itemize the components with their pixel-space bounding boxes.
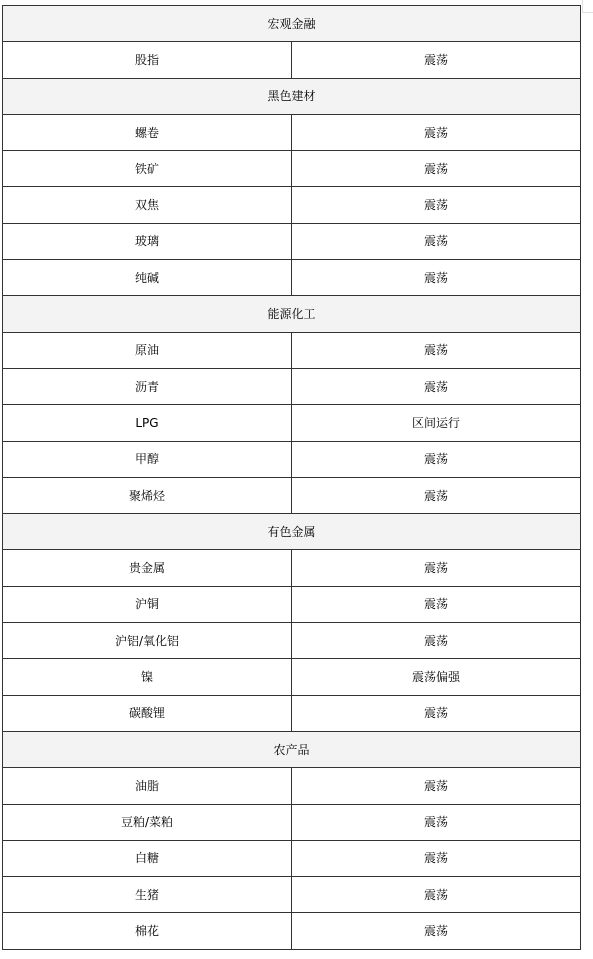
table-row [3,223,581,259]
table-body [3,6,581,950]
commodity-name-cell: 生猪 [3,877,292,913]
section-title: 黑色建材 [3,78,581,114]
scrollbar-corner [582,0,593,13]
table-row [3,659,581,695]
commodity-name-cell: 原油 [3,332,292,368]
table-row [3,42,581,78]
commodity-name-cell: 双焦 [3,187,292,223]
market-view-cell: 震荡 [292,550,581,586]
table-row [3,368,581,404]
market-view-cell: 震荡 [292,913,581,949]
commodity-name-cell: 聚烯烃 [3,477,292,513]
market-view-cell: 震荡 [292,151,581,187]
commodity-name-cell: 碳酸锂 [3,695,292,731]
futures-view-table [2,5,581,950]
table-row [3,405,581,441]
market-view-cell: 震荡 [292,368,581,404]
section-title: 农产品 [3,731,581,767]
table-row [3,332,581,368]
commodity-name-cell: 棉花 [3,913,292,949]
table-row [3,260,581,296]
section-header-row [3,514,581,550]
commodity-name-cell: 甲醇 [3,441,292,477]
market-view-cell: 震荡 [292,840,581,876]
commodity-name-cell: 白糖 [3,840,292,876]
table-row [3,550,581,586]
market-view-cell: 震荡 [292,42,581,78]
table-row [3,804,581,840]
section-header-row [3,6,581,42]
commodity-name-cell: 沪铝/氧化铝 [3,623,292,659]
table-row [3,768,581,804]
section-header-row [3,296,581,332]
commodity-name-cell: 螺卷 [3,114,292,150]
section-header-row [3,78,581,114]
commodity-name-cell: 豆粕/菜粕 [3,804,292,840]
futures-view-table-container [2,5,581,950]
market-view-cell: 震荡 [292,260,581,296]
table-row [3,877,581,913]
commodity-name-cell: 沪铜 [3,586,292,622]
market-view-cell: 震荡 [292,477,581,513]
table-row [3,114,581,150]
commodity-name-cell: 纯碱 [3,260,292,296]
market-view-cell: 震荡 [292,804,581,840]
section-header-row [3,731,581,767]
market-view-cell: 震荡 [292,623,581,659]
market-view-cell: 震荡 [292,332,581,368]
table-row [3,151,581,187]
market-view-cell: 震荡 [292,586,581,622]
commodity-name-cell: 镍 [3,659,292,695]
market-view-cell: 震荡 [292,223,581,259]
table-row [3,913,581,949]
market-view-cell: 区间运行 [292,405,581,441]
section-title: 宏观金融 [3,6,581,42]
commodity-name-cell: 贵金属 [3,550,292,586]
table-row [3,623,581,659]
table-row [3,586,581,622]
commodity-name-cell: LPG [3,405,292,441]
commodity-name-cell: 沥青 [3,368,292,404]
market-view-cell: 震荡 [292,441,581,477]
section-title: 能源化工 [3,296,581,332]
table-row [3,477,581,513]
table-row [3,840,581,876]
market-view-cell: 震荡 [292,768,581,804]
market-view-cell: 震荡 [292,695,581,731]
market-view-cell: 震荡 [292,187,581,223]
table-row [3,187,581,223]
commodity-name-cell: 股指 [3,42,292,78]
market-view-cell: 震荡 [292,114,581,150]
commodity-name-cell: 玻璃 [3,223,292,259]
commodity-name-cell: 铁矿 [3,151,292,187]
market-view-cell: 震荡 [292,877,581,913]
commodity-name-cell: 油脂 [3,768,292,804]
table-row [3,695,581,731]
market-view-cell: 震荡偏强 [292,659,581,695]
table-row [3,441,581,477]
section-title: 有色金属 [3,514,581,550]
